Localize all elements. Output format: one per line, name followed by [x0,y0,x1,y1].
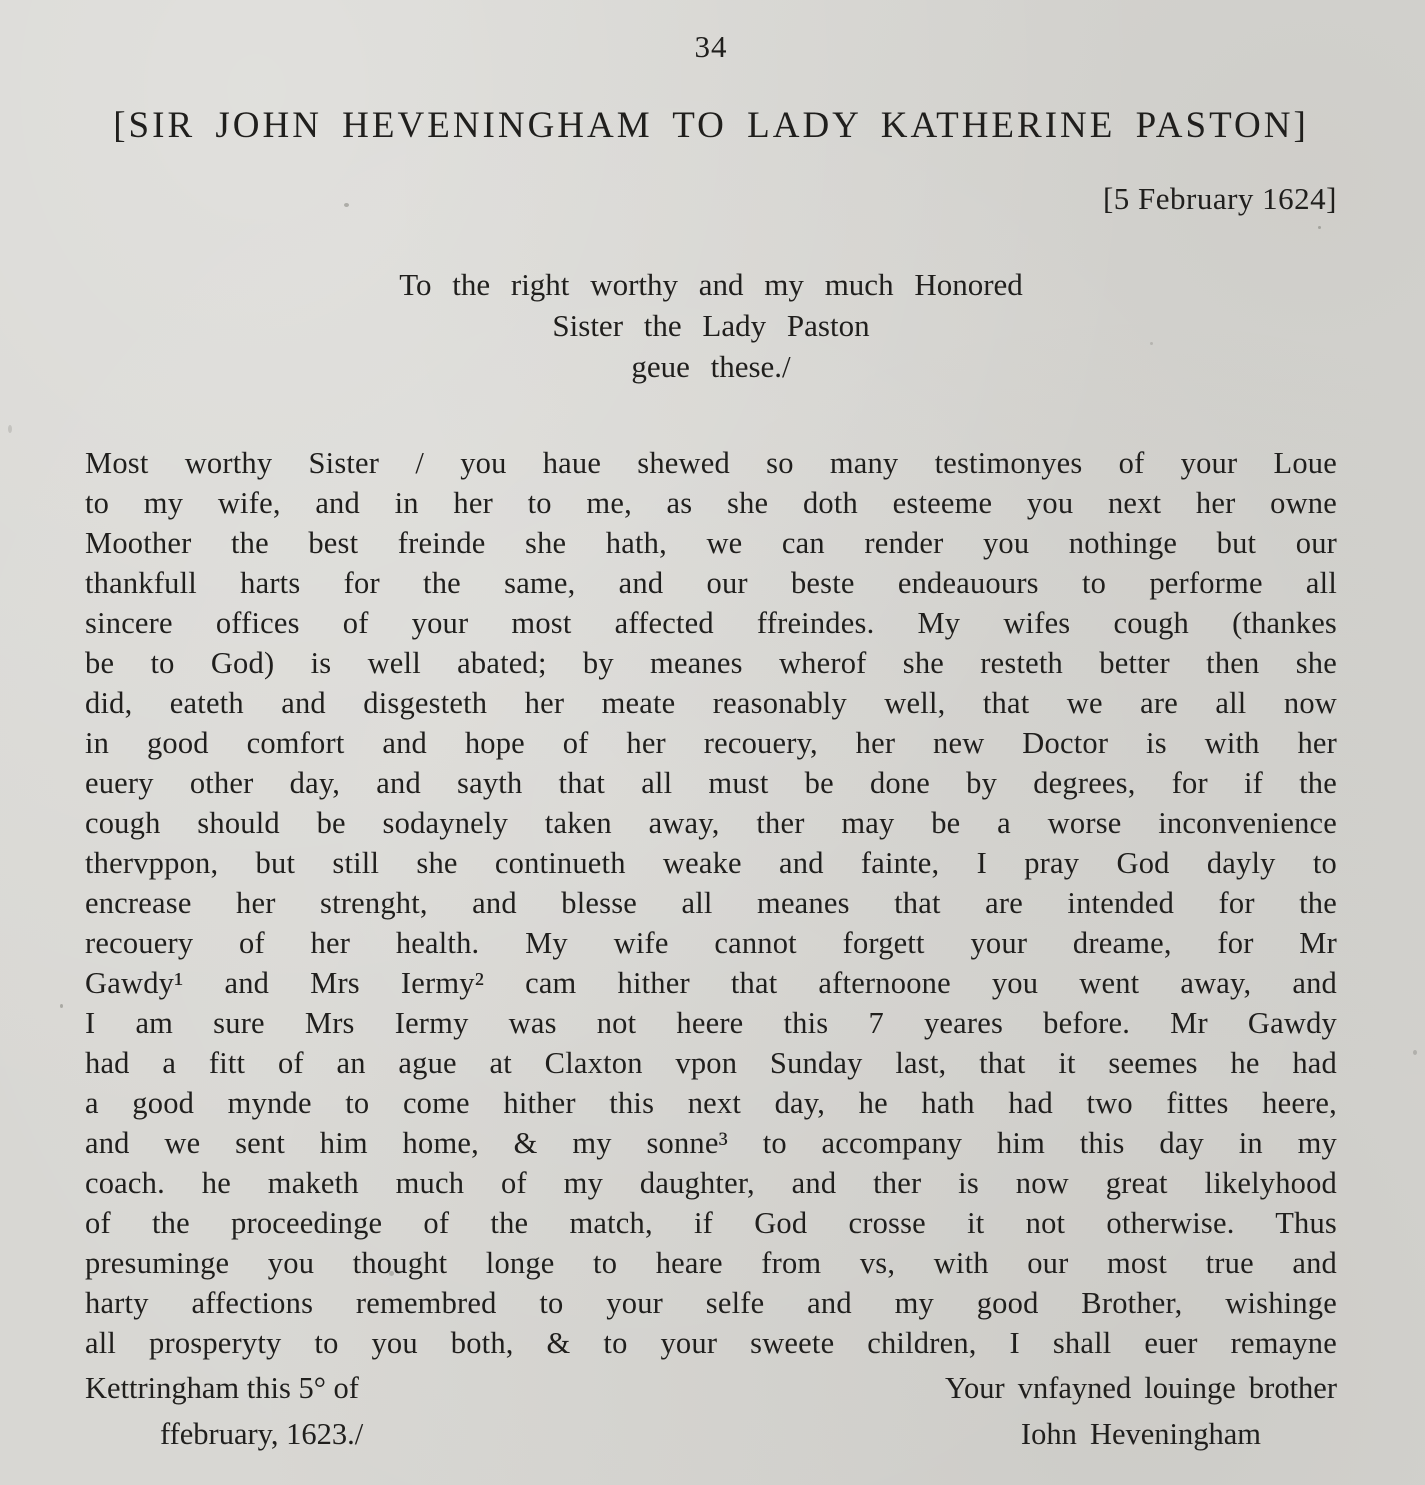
letter-line: all prosperyty to you both, & to your sweete children, I shall euer remayne [85,1326,1337,1360]
valediction: Your vnfayned louinge brother [944,1371,1337,1405]
letter-line: thervppon, but still she continueth weake and fainte, I pray God dayly to [85,846,1337,880]
letter-line: and we sent him home, & my sonne³ to accompany him this day in my [85,1126,1337,1160]
letter-line: in good comfort and hope of her recouery, her new Doctor is with her [85,726,1337,760]
letter-line: had a fitt of an ague at Claxton vpon Sunday last, that it seemes he had [85,1046,1337,1080]
letter-line: presuminge you thought longe to heare from vs, with our most true and [85,1246,1337,1280]
paper-speck [1150,342,1153,345]
page-number: 34 [694,29,728,64]
closing-date-line: ffebruary, 1623./ [160,1417,364,1451]
closing-place-date [85,1365,363,1457]
paper-speck [8,425,12,433]
closing-block [85,1365,1337,1457]
address-line: To the right worthy and my much Honored [399,267,1023,302]
letter-line: I am sure Mrs Iermy was not heere this 7 yeares before. Mr Gawdy [85,1006,1337,1040]
letter-heading: [SIR JOHN HEVENINGHAM TO LADY KATHERINE PASTON] [113,105,1309,146]
paper-speck [60,1004,63,1008]
letter-line: coach. he maketh much of my daughter, and ther is now great likelyhood [85,1166,1337,1200]
letter-date: [5 February 1624] [1102,181,1337,216]
letter-line: encrease her strenght, and blesse all meanes that are intended for the [85,886,1337,920]
letter-line: euery other day, and sayth that all must be done by degrees, for if the [85,766,1337,800]
letter-body [85,443,1337,1363]
letter-line: cough should be sodaynely taken away, ther may be a worse inconvenience [85,806,1337,840]
address-line: geue these./ [631,349,791,384]
letter-line: to my wife, and in her to me, as she doth esteeme you next her owne [85,486,1337,520]
letter-line: Moother the best freinde she hath, we can render you nothinge but our [85,526,1337,560]
paper-speck [1318,226,1321,229]
paper-speck [389,1271,394,1276]
signature: Iohn Heveningham [1020,1417,1262,1451]
letter-line: Most worthy Sister / you haue shewed so many testimonyes of your Loue [85,446,1337,480]
letter-line: recouery of her health. My wife cannot forgett your dreame, for Mr [85,926,1337,960]
paper-speck [344,203,349,207]
letter-line: of the proceedinge of the match, if God crosse it not otherwise. Thus [85,1206,1337,1240]
letter-line: did, eateth and disgesteth her meate reasonably well, that we are all now [85,686,1337,720]
paper-speck [1413,1050,1417,1055]
letter-line: Gawdy¹ and Mrs Iermy² cam hither that afternoone you went away, and [85,966,1337,1000]
letter-line: thankfull harts for the same, and our beste endeauours to performe all [85,566,1337,600]
address-line: Sister the Lady Paston [552,308,870,343]
address-block [85,264,1337,387]
letter-line: harty affections remembred to your selfe and my good Brother, wishinge [85,1286,1337,1320]
letter-line: sincere offices of your most affected ffreindes. My wifes cough (thankes [85,606,1337,640]
closing-signature-block [945,1365,1337,1457]
letter-line: a good mynde to come hither this next day, he hath had two fittes heere, [85,1086,1337,1120]
closing-place-line: Kettringham this 5° of [85,1371,359,1405]
letter-line: be to God) is well abated; by meanes wherof she resteth better then she [85,646,1337,680]
